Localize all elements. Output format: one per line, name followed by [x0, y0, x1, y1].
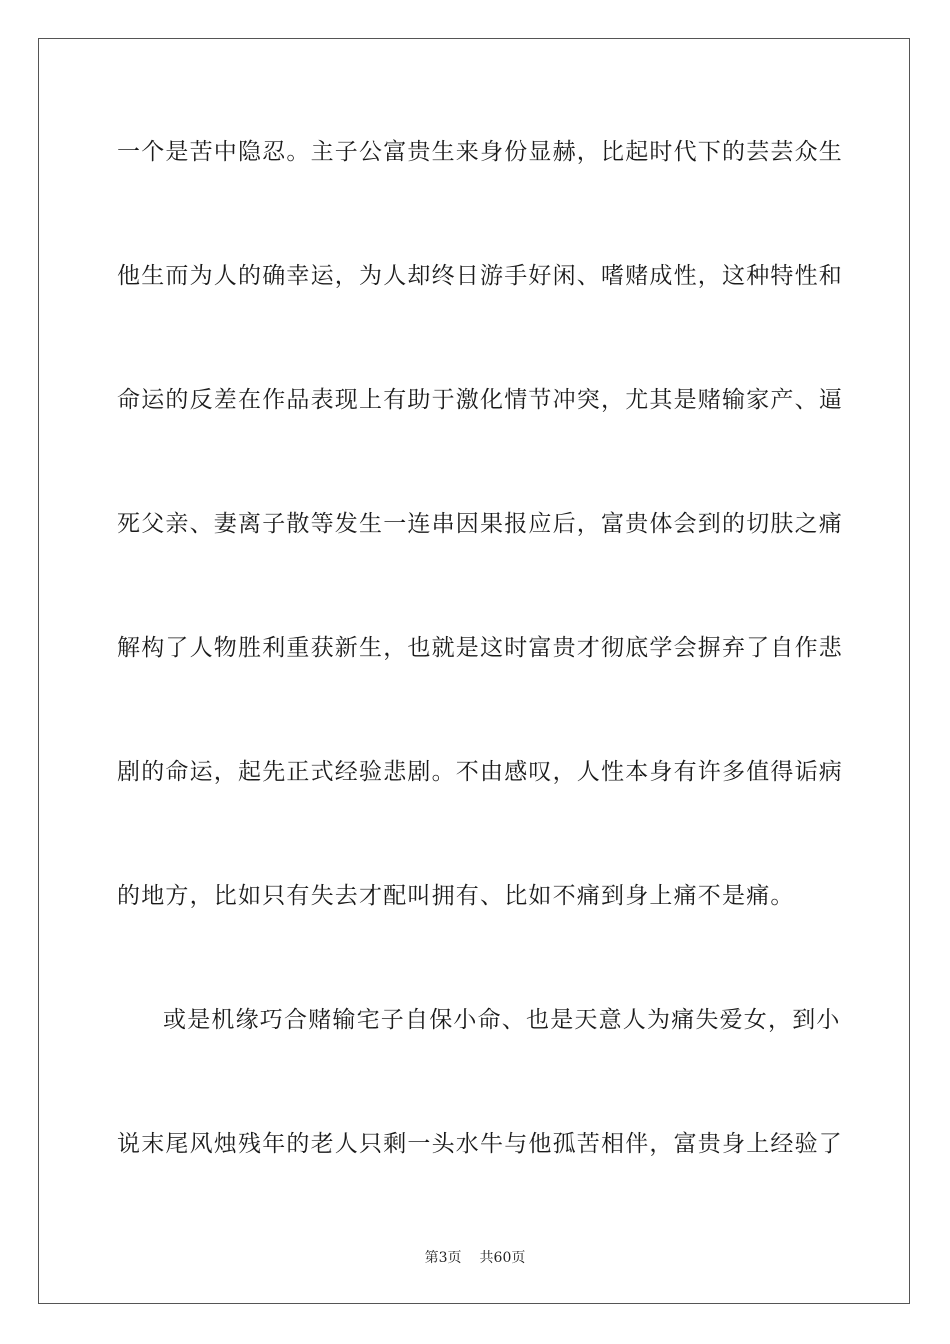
text-line: 命运的反差在作品表现上有助于激化情节冲突，尤其是赌输家产、逼 — [117, 387, 843, 413]
text-line: 一个是苦中隐忍。主子公富贵生来身份显赫，比起时代下的芸芸众生 — [117, 139, 843, 165]
text-line: 他生而为人的确幸运，为人却终日游手好闲、嗜赌成性，这种特性和 — [117, 263, 843, 289]
page-footer — [0, 1248, 950, 1268]
text-line: 解构了人物胜利重获新生，也就是这时富贵才彻底学会摒弃了自作悲 — [117, 635, 843, 661]
text-line: 剧的命运，起先正式经验悲剧。不由感叹，人性本身有许多值得诟病 — [117, 759, 843, 785]
text-line: 说末尾风烛残年的老人只剩一头水牛与他孤苦相伴，富贵身上经验了 — [117, 1131, 843, 1157]
text-line: 的地方，比如只有失去才配叫拥有、比如不痛到身上痛不是痛。 — [117, 883, 795, 909]
total-pages: 共60页 — [479, 1250, 526, 1266]
text-line: 死父亲、妻离子散等发生一连串因果报应后，富贵体会到的切肤之痛 — [117, 511, 843, 537]
page-number: 第3页 — [424, 1250, 462, 1266]
paragraph-first-line: 或是机缘巧合赌输宅子自保小命、也是天意人为痛失爱女，到小 — [163, 1007, 841, 1033]
page-border — [38, 38, 910, 1304]
